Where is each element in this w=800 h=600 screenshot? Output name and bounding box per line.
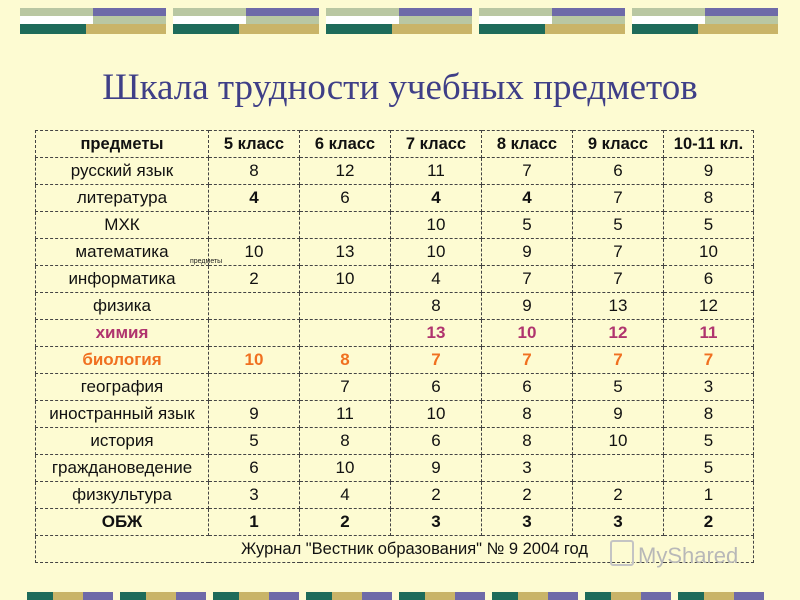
subject-cell: граждановедение [36, 455, 209, 482]
score-cell: 11 [300, 401, 391, 428]
score-cell: 10 [482, 320, 573, 347]
score-cell: 10 [209, 239, 300, 266]
tiny-label: предметы [190, 258, 223, 265]
score-cell: 4 [300, 482, 391, 509]
column-header: 7 класс [391, 131, 482, 158]
score-cell: 6 [482, 374, 573, 401]
score-cell: 10 [391, 239, 482, 266]
score-cell: 1 [209, 509, 300, 536]
score-cell: 3 [482, 509, 573, 536]
difficulty-table [35, 130, 754, 563]
score-cell [300, 212, 391, 239]
score-cell: 6 [209, 455, 300, 482]
score-cell: 5 [209, 428, 300, 455]
subject-cell: география [36, 374, 209, 401]
score-cell: 10 [209, 347, 300, 374]
subject-cell: информатика [36, 266, 209, 293]
table-row [36, 374, 754, 401]
score-cell: 9 [482, 293, 573, 320]
score-cell: 3 [573, 509, 664, 536]
subject-cell: биология [36, 347, 209, 374]
score-cell: 11 [664, 320, 754, 347]
score-cell [300, 320, 391, 347]
score-cell [209, 320, 300, 347]
score-cell: 1 [664, 482, 754, 509]
score-cell: 7 [482, 158, 573, 185]
score-cell: 10 [391, 401, 482, 428]
score-cell: 9 [573, 401, 664, 428]
score-cell: 4 [391, 185, 482, 212]
subject-cell: русский язык [36, 158, 209, 185]
score-cell: 2 [391, 482, 482, 509]
score-cell: 5 [664, 428, 754, 455]
table-row [36, 347, 754, 374]
score-cell: 8 [300, 347, 391, 374]
score-cell: 7 [391, 347, 482, 374]
score-cell: 11 [391, 158, 482, 185]
presentation-icon [610, 540, 634, 566]
subject-cell: физкультура [36, 482, 209, 509]
source-citation: Журнал "Вестник образования" № 9 2004 год [36, 536, 754, 563]
table-row [36, 293, 754, 320]
score-cell: 10 [664, 239, 754, 266]
score-cell: 13 [391, 320, 482, 347]
score-cell: 2 [573, 482, 664, 509]
score-cell: 7 [482, 266, 573, 293]
score-cell: 4 [209, 185, 300, 212]
score-cell [209, 212, 300, 239]
score-cell: 8 [664, 401, 754, 428]
score-cell: 5 [664, 212, 754, 239]
score-cell: 9 [664, 158, 754, 185]
decorative-stripe-block [213, 592, 299, 600]
column-header: 5 класс [209, 131, 300, 158]
score-cell: 7 [573, 347, 664, 374]
score-cell: 3 [664, 374, 754, 401]
score-cell [300, 293, 391, 320]
score-cell: 9 [482, 239, 573, 266]
watermark [610, 540, 738, 569]
subject-cell: химия [36, 320, 209, 347]
score-cell: 8 [300, 428, 391, 455]
table-row [36, 482, 754, 509]
score-cell: 2 [300, 509, 391, 536]
column-header: 9 класс [573, 131, 664, 158]
score-cell: 8 [482, 428, 573, 455]
score-cell: 6 [573, 158, 664, 185]
score-cell: 4 [391, 266, 482, 293]
table-row [36, 509, 754, 536]
column-header: 10-11 кл. [664, 131, 754, 158]
decorative-stripe-block [120, 592, 206, 600]
decorative-stripe-block [678, 592, 764, 600]
column-header: предметы [36, 131, 209, 158]
subject-cell: история [36, 428, 209, 455]
decorative-stripe-block [326, 8, 472, 34]
watermark-text: MyShared [638, 543, 739, 568]
decorative-stripe-block [399, 592, 485, 600]
subject-cell: физика [36, 293, 209, 320]
decorative-stripe-block [632, 8, 778, 34]
score-cell: 5 [573, 212, 664, 239]
score-cell: 6 [300, 185, 391, 212]
decorative-stripe-block [20, 8, 166, 34]
score-cell: 12 [300, 158, 391, 185]
score-cell: 8 [664, 185, 754, 212]
table-row [36, 428, 754, 455]
subject-cell: МХК [36, 212, 209, 239]
score-cell: 6 [664, 266, 754, 293]
subject-cell: иностранный язык [36, 401, 209, 428]
score-cell: 5 [482, 212, 573, 239]
column-header: 6 класс [300, 131, 391, 158]
subject-cell: математика [36, 239, 209, 266]
score-cell: 13 [300, 239, 391, 266]
score-cell: 7 [482, 347, 573, 374]
score-cell: 2 [209, 266, 300, 293]
table-row [36, 320, 754, 347]
score-cell: 10 [300, 455, 391, 482]
score-cell: 2 [482, 482, 573, 509]
table-row [36, 158, 754, 185]
page-title: Шкала трудности учебных предметов [102, 67, 698, 108]
table-header-row [36, 131, 754, 158]
score-cell: 5 [573, 374, 664, 401]
table-row [36, 185, 754, 212]
score-cell: 4 [482, 185, 573, 212]
column-header: 8 класс [482, 131, 573, 158]
subject-cell: литература [36, 185, 209, 212]
score-cell: 8 [482, 401, 573, 428]
score-cell [209, 374, 300, 401]
table-row [36, 401, 754, 428]
table-row [36, 212, 754, 239]
score-cell [573, 455, 664, 482]
score-cell: 10 [300, 266, 391, 293]
score-cell: 2 [664, 509, 754, 536]
score-cell: 3 [482, 455, 573, 482]
score-cell: 13 [573, 293, 664, 320]
decorative-stripe-block [479, 8, 625, 34]
score-cell: 8 [209, 158, 300, 185]
table-row [36, 455, 754, 482]
subject-cell: ОБЖ [36, 509, 209, 536]
score-cell: 3 [209, 482, 300, 509]
table-row [36, 239, 754, 266]
score-cell: 10 [391, 212, 482, 239]
score-cell: 10 [573, 428, 664, 455]
score-cell: 8 [391, 293, 482, 320]
score-cell: 6 [391, 428, 482, 455]
score-cell [209, 293, 300, 320]
decorative-stripe-block [306, 592, 392, 600]
table-row [36, 266, 754, 293]
decorative-stripe-block [27, 592, 113, 600]
score-cell: 7 [573, 185, 664, 212]
decorative-stripe-block [492, 592, 578, 600]
score-cell: 9 [209, 401, 300, 428]
score-cell: 9 [391, 455, 482, 482]
score-cell: 5 [664, 455, 754, 482]
score-cell: 3 [391, 509, 482, 536]
score-cell: 7 [300, 374, 391, 401]
score-cell: 7 [573, 266, 664, 293]
score-cell: 12 [664, 293, 754, 320]
score-cell: 6 [391, 374, 482, 401]
score-cell: 7 [664, 347, 754, 374]
decorative-stripe-block [585, 592, 671, 600]
score-cell: 12 [573, 320, 664, 347]
score-cell: 7 [573, 239, 664, 266]
decorative-stripe-block [173, 8, 319, 34]
